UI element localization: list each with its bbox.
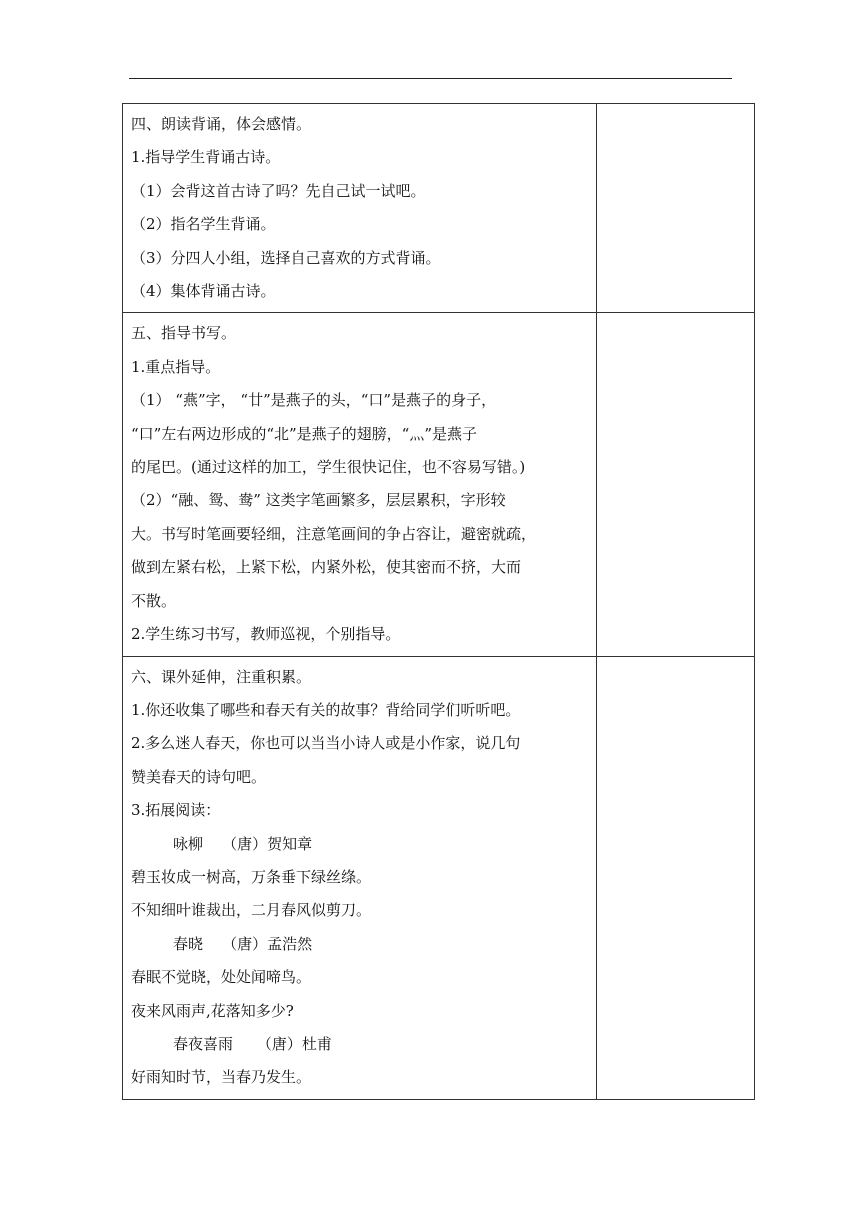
text-line: （1） “燕”字， “廿”是燕子的头，“口”是燕子的身子，: [131, 391, 497, 410]
section-heading: 六、课外延伸，注重积累。: [131, 667, 312, 686]
section-5-cell: [123, 313, 597, 656]
text-line: 3.拓展阅读：: [131, 801, 221, 820]
poem-title: 春晓: [173, 934, 204, 953]
text-line: 2.多么迷人春天，你也可以当当小诗人或是小作家，说几句: [131, 734, 521, 753]
poem-line: 春眠不觉晓，处处闻啼鸟。: [131, 968, 312, 987]
table-row: [123, 104, 755, 313]
poem-line: 碧玉妆成一树高，万条垂下绿丝绦。: [131, 867, 372, 886]
poem-dynasty: （唐）: [256, 1034, 302, 1053]
table-row: [123, 313, 755, 656]
notes-cell: [597, 656, 755, 1099]
notes-cell: [597, 313, 755, 656]
section-4-cell: [123, 104, 597, 313]
text-line: “口”左右两边形成的“北”是燕子的翅膀，“灬”是燕子: [131, 424, 478, 443]
table-row: [123, 656, 755, 1099]
text-line: （1）会背这首古诗了吗？先自己试一试吧。: [131, 181, 426, 200]
text-line: 1.你还收集了哪些和春天有关的故事？背给同学们听听吧。: [131, 700, 521, 719]
text-line: 的尾巴。(通过这样的加工，学生很快记住，也不容易写错。): [131, 458, 526, 477]
section-heading: 五、指导书写。: [131, 324, 237, 343]
poem-dynasty: （唐）: [222, 934, 268, 953]
header-rule: [129, 78, 732, 79]
lesson-plan-table: [122, 103, 755, 1100]
text-line: （2）指名学生背诵。: [131, 215, 276, 234]
poem-line: 好雨知时节，当春乃发生。: [131, 1068, 312, 1087]
poem-line: 不知细叶谁裁出，二月春风似剪刀。: [131, 901, 372, 920]
text-line: 大。书写时笔画要轻细，注意笔画间的争占容让，避密就疏，: [131, 524, 537, 543]
text-line: （2）“融、鸳、鸯” 这类字笔画繁多，层层累积，字形较: [131, 491, 506, 510]
poem-title: 咏柳: [173, 834, 204, 853]
notes-cell: [597, 104, 755, 313]
poem-heading: [131, 1028, 589, 1061]
text-line: 1.重点指导。: [131, 357, 221, 376]
poem-author: 孟浩然: [267, 934, 313, 953]
poem-heading: [131, 828, 589, 861]
poem-title: 春夜喜雨: [173, 1034, 234, 1053]
poem-heading: [131, 928, 589, 961]
text-line: （3）分四人小组，选择自己喜欢的方式背诵。: [131, 248, 441, 267]
text-line: 1.指导学生背诵古诗。: [131, 148, 281, 167]
poem-author: 贺知章: [267, 834, 313, 853]
text-line: 2.学生练习书写，教师巡视，个别指导。: [131, 625, 401, 644]
section-6-cell: [123, 656, 597, 1099]
section-heading: 四、朗读背诵，体会感情。: [131, 115, 312, 133]
text-line: 做到左紧右松，上紧下松，内紧外松，使其密而不挤，大而: [131, 558, 522, 577]
text-line: 不散。: [131, 591, 177, 610]
poem-author: 杜甫: [301, 1034, 332, 1053]
text-line: （4）集体背诵古诗。: [131, 282, 276, 301]
text-line: 赞美春天的诗句吧。: [131, 767, 267, 786]
poem-dynasty: （唐）: [222, 834, 268, 853]
poem-line: 夜来风雨声,花落知多少?: [131, 1001, 294, 1020]
